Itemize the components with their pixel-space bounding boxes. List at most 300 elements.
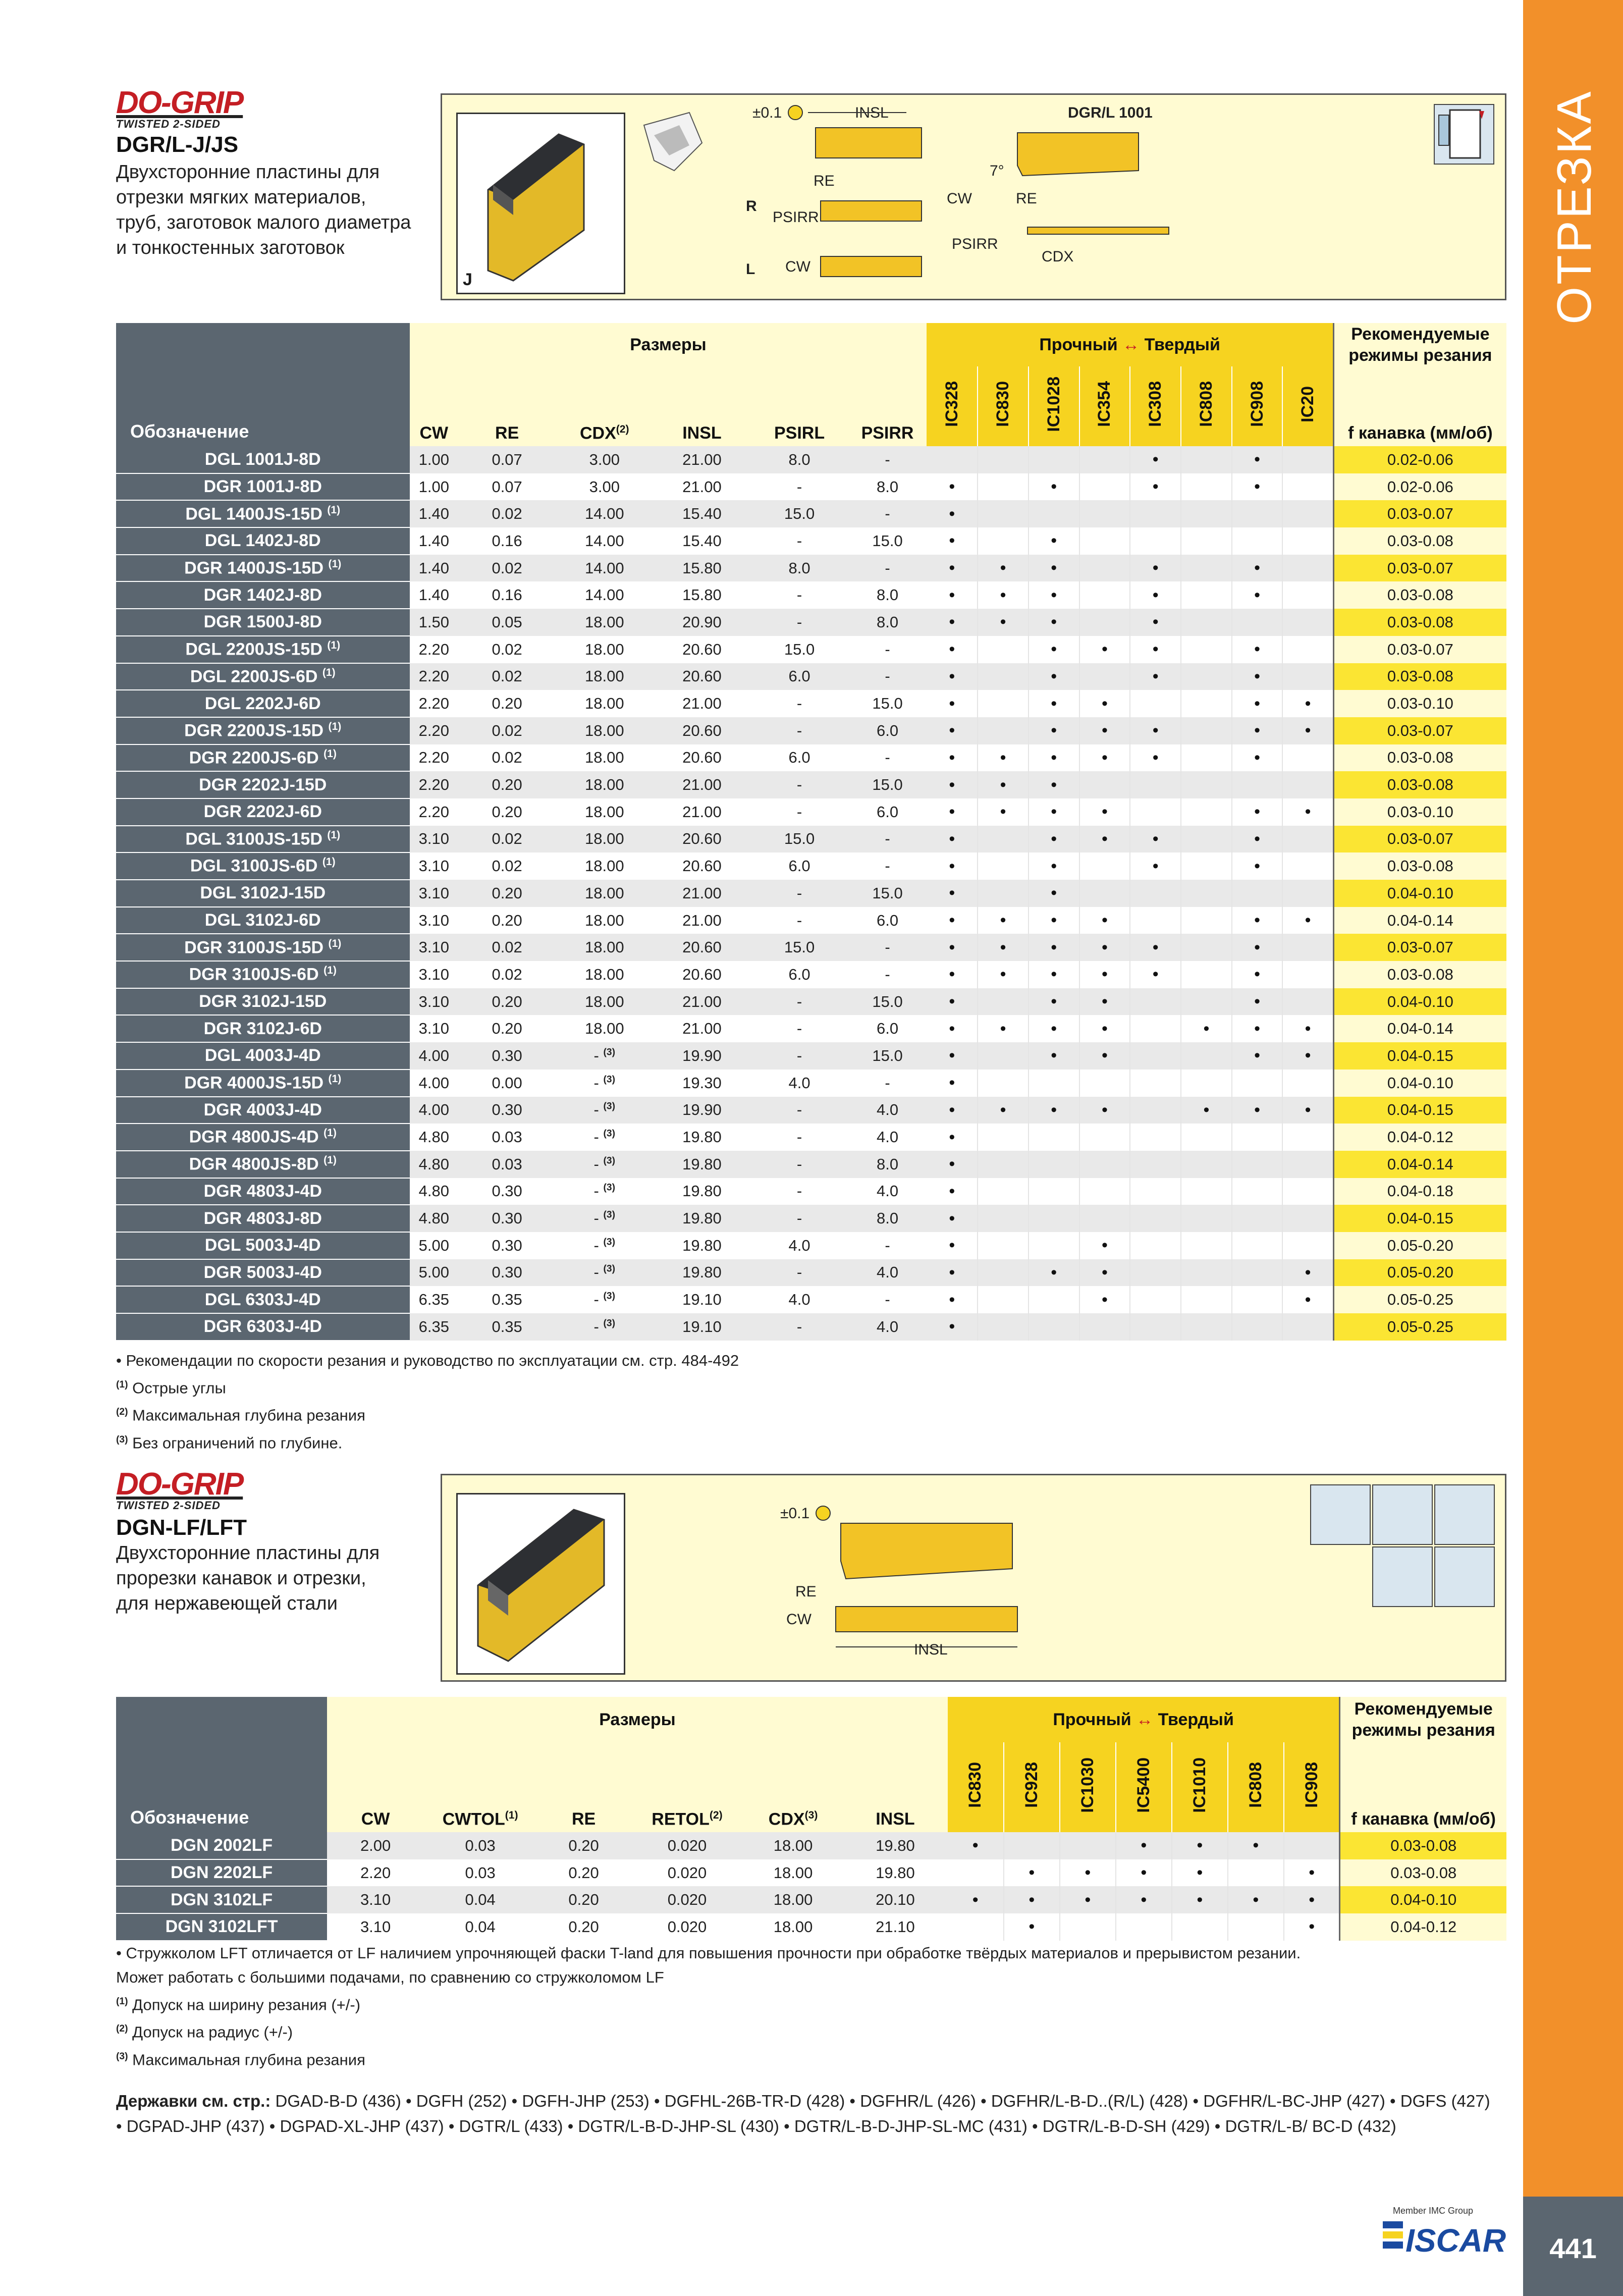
cell-re: 0.20 [458,907,556,934]
grade-mark [1181,1232,1232,1259]
grade-mark [1282,771,1333,798]
grade-mark [927,446,978,473]
t2-col-cdx: CDX$^{(3)}$ [743,1742,843,1832]
cell-psirl: - [750,988,848,1016]
cell-feed: 0.03-0.07 [1333,555,1506,582]
brand-logo-2: DO-GRIP TWISTED 2-SIDED [116,1467,243,1512]
cell-re: 0.00 [458,1070,556,1097]
product1-code: DGR/L-J/JS [116,132,239,157]
table-row [116,907,1506,934]
grade-mark [1181,1042,1232,1070]
cell-cdx: 14.00 [556,555,653,582]
cell-psirr: - [848,852,927,880]
cell-insl: 15.80 [653,555,750,582]
grade-mark: • [978,555,1029,582]
grade-mark: • [1232,988,1283,1016]
cell-feed: 0.04-0.15 [1333,1097,1506,1124]
cell-feed: 0.03-0.08 [1333,581,1506,609]
grade-mark [1181,446,1232,473]
cell-re: 0.02 [458,744,556,772]
row-designation: DGR 3102J-6D [116,1015,410,1042]
grade-mark [978,1286,1029,1313]
grade-mark [1181,473,1232,501]
grade-mark: • [978,744,1029,772]
grade-mark: • [1079,1232,1130,1259]
cell-insl: 21.00 [653,798,750,826]
cell-psirr: - [848,744,927,772]
t1-grade-col: IC308 [1130,366,1181,446]
grade-mark [1004,1832,1060,1859]
cell-feed: 0.03-0.08 [1340,1859,1506,1887]
grade-mark [1079,581,1130,609]
grade-mark [1181,1286,1232,1313]
cell-psirr: 6.0 [848,717,927,744]
grade-mark [1029,1151,1079,1178]
cell-cdx: 3.00 [556,446,653,473]
table-row [116,1015,1506,1042]
grade-mark [1029,1070,1079,1097]
grade-mark [1181,1205,1232,1232]
row-designation: DGN 3102LFT [116,1913,327,1941]
grade-mark: • [1130,473,1181,501]
grade-mark [1232,1286,1283,1313]
cell-feed: 0.03-0.08 [1333,852,1506,880]
t1-rec-sub: f канавка (мм/об) [1333,366,1506,446]
cell-psirr: 15.0 [848,1042,927,1070]
grade-mark [1181,744,1232,772]
table-row [116,1886,1506,1913]
cell-psirr: 15.0 [848,771,927,798]
grade-mark [1079,500,1130,527]
grade-mark [1181,1259,1232,1287]
cell-re: 0.05 [458,609,556,636]
cell-feed: 0.04-0.10 [1333,1070,1506,1097]
cell-feed: 0.03-0.07 [1333,826,1506,853]
cell-insl: 20.60 [653,826,750,853]
grade-mark [1079,1070,1130,1097]
t2-grade-col: IC928 [1004,1742,1060,1832]
grade-mark: • [1232,636,1283,663]
cell-cdx: 3.00 [556,473,653,501]
cell-psirr: - [848,1070,927,1097]
cell-re: 0.35 [458,1313,556,1341]
grade-mark: • [1232,581,1283,609]
note-line: $^{(1)}$ Допуск на ширину резания (+/-) [116,1996,361,2014]
cell-cw: 6.35 [410,1286,459,1313]
cell-insl: 15.40 [653,500,750,527]
application-icon [1372,1546,1433,1607]
grade-mark [1232,1151,1283,1178]
cell-re: 0.03 [458,1151,556,1178]
grade-mark: • [1232,1015,1283,1042]
grade-mark [1079,609,1130,636]
cell-cdx: 18.00 [743,1859,843,1887]
t2-grade-col: IC1010 [1172,1742,1228,1832]
grade-mark [1029,500,1079,527]
grade-mark: • [1282,1286,1333,1313]
cell-psirl: - [750,1097,848,1124]
grade-mark [1060,1832,1116,1859]
cell-re: 0.20 [536,1832,631,1859]
table-row [116,609,1506,636]
cell-insl: 19.90 [653,1097,750,1124]
cell-re: 0.20 [536,1859,631,1887]
grade-mark [1282,1178,1333,1205]
cell-re: 0.07 [458,446,556,473]
grade-mark: • [927,717,978,744]
grade-mark [1282,500,1333,527]
grade-mark: • [1232,1042,1283,1070]
cell-feed: 0.04-0.12 [1340,1913,1506,1941]
t1-grade-header: Прочный ↔ Твердый [927,323,1333,366]
grade-mark [1079,527,1130,555]
grade-mark: • [1282,1097,1333,1124]
grade-mark: • [1079,717,1130,744]
cell-cw: 4.00 [410,1070,459,1097]
cell-cw: 3.10 [410,826,459,853]
grade-mark: • [1029,880,1079,907]
cell-insl: 21.10 [843,1913,948,1941]
grade-mark: • [927,934,978,961]
grade-mark: • [1029,527,1079,555]
cell-cdx: - $^{(3)}$ [556,1097,653,1124]
cell-cw: 3.10 [410,934,459,961]
application-icon [1434,1546,1495,1607]
grade-mark [1079,852,1130,880]
grade-mark [1228,1859,1284,1887]
cell-cdx: 18.00 [556,717,653,744]
row-designation: DGL 1400JS-15D $^{(1)}$ [116,500,410,527]
cell-cdx: 14.00 [556,527,653,555]
cell-cw: 3.10 [410,961,459,988]
grade-mark: • [1130,555,1181,582]
table-row [116,744,1506,772]
grade-mark [1181,826,1232,853]
grade-mark: • [1130,581,1181,609]
grade-mark: • [1284,1913,1340,1941]
cell-re: 0.30 [458,1232,556,1259]
cell-cwtol: 0.04 [424,1886,536,1913]
table-row [116,880,1506,907]
svg-text:INSL: INSL [855,104,889,121]
row-designation: DGR 2200JS-6D $^{(1)}$ [116,744,410,772]
cell-feed: 0.04-0.15 [1333,1042,1506,1070]
grade-mark [978,663,1029,690]
grade-mark: • [1130,934,1181,961]
cell-feed: 0.03-0.08 [1333,961,1506,988]
cell-retol: 0.020 [631,1886,743,1913]
grade-mark [1282,1232,1333,1259]
cell-cw: 2.20 [410,636,459,663]
grade-mark [978,1205,1029,1232]
svg-text:ISCAR: ISCAR [1405,2222,1506,2259]
table-row [116,690,1506,717]
grade-mark [1232,771,1283,798]
row-designation: DGR 3100JS-15D $^{(1)}$ [116,934,410,961]
grade-mark: • [1130,446,1181,473]
grade-mark: • [1060,1886,1116,1913]
row-designation: DGL 3102J-6D [116,907,410,934]
grade-mark [1130,1151,1181,1178]
cell-cw: 6.35 [410,1313,459,1341]
row-designation: DGR 2202J-6D [116,798,410,826]
cell-insl: 19.80 [843,1832,948,1859]
product2-drawing-box [441,1474,1506,1682]
cell-cw: 4.00 [410,1042,459,1070]
grade-mark: • [927,1070,978,1097]
grade-mark: • [1079,826,1130,853]
t1-grade-col: IC808 [1181,366,1232,446]
grade-mark [1029,1178,1079,1205]
cell-cdx: - $^{(3)}$ [556,1124,653,1151]
grade-mark: • [927,1259,978,1287]
cell-re: 0.02 [458,934,556,961]
row-designation: DGR 4800JS-8D $^{(1)}$ [116,1151,410,1178]
cell-cdx: 18.00 [556,690,653,717]
cell-feed: 0.04-0.14 [1333,1015,1506,1042]
iscar-logo: Member IMC Group ISCAR [1383,2206,1519,2269]
grade-mark: • [1282,1042,1333,1070]
grade-mark: • [1282,798,1333,826]
t2-grade-col: IC808 [1228,1742,1284,1832]
grade-mark [1282,880,1333,907]
row-designation: DGR 4003J-4D [116,1097,410,1124]
cell-psirl: 4.0 [750,1070,848,1097]
cell-insl: 20.60 [653,852,750,880]
grade-mark [1029,1124,1079,1151]
row-designation: DGR 1402J-8D [116,581,410,609]
cell-feed: 0.05-0.20 [1333,1232,1506,1259]
grade-mark [948,1913,1004,1941]
cell-re: 0.16 [458,527,556,555]
grade-mark [1232,527,1283,555]
grade-mark [978,1151,1029,1178]
row-designation: DGN 3102LF [116,1886,327,1913]
grade-mark [1130,1178,1181,1205]
grade-mark [1130,880,1181,907]
grade-mark [1181,663,1232,690]
cell-feed: 0.04-0.12 [1333,1124,1506,1151]
grade-mark [1232,1178,1283,1205]
row-designation: DGR 4000JS-15D $^{(1)}$ [116,1070,410,1097]
side-band [1523,0,1623,2201]
cell-psirr: - [848,826,927,853]
grade-mark [1130,798,1181,826]
cell-psirl: 4.0 [750,1286,848,1313]
grade-mark [1282,581,1333,609]
row-designation: DGR 1400JS-15D $^{(1)}$ [116,555,410,582]
grade-mark: • [927,1124,978,1151]
grade-mark [1079,771,1130,798]
grade-mark: • [1116,1859,1172,1887]
note-line: $^{(2)}$ Допуск на радиус (+/-) [116,2023,293,2041]
grade-mark: • [1079,744,1130,772]
cell-insl: 21.00 [653,446,750,473]
grade-mark [1130,907,1181,934]
cell-psirr: 15.0 [848,880,927,907]
cell-cdx: 18.00 [556,636,653,663]
cell-insl: 20.60 [653,961,750,988]
grade-mark [1181,1178,1232,1205]
grade-mark: • [1228,1886,1284,1913]
grade-mark: • [1116,1886,1172,1913]
grade-mark: • [1029,988,1079,1016]
cell-insl: 21.00 [653,988,750,1016]
page-number: 441 [1549,2232,1597,2264]
cell-re: 0.20 [458,880,556,907]
grade-mark [1130,690,1181,717]
cell-re: 0.20 [458,798,556,826]
cell-psirl: 8.0 [750,555,848,582]
cell-feed: 0.03-0.10 [1333,690,1506,717]
section-tab: ОТРЕЗКА [1547,89,1601,325]
cell-psirr: - [848,663,927,690]
table-row [116,988,1506,1016]
cell-feed: 0.03-0.08 [1333,609,1506,636]
grade-mark: • [1130,663,1181,690]
cell-feed: 0.04-0.10 [1340,1886,1506,1913]
t2-name-header: Обозначение [116,1697,327,1832]
cell-insl: 19.80 [653,1124,750,1151]
cell-psirr: 4.0 [848,1259,927,1287]
cell-psirl: - [750,798,848,826]
grade-mark: • [1029,1015,1079,1042]
product2-tech-drawing [775,1480,1128,1672]
grade-mark: • [927,1151,978,1178]
grade-mark [1079,663,1130,690]
cell-psirr: 15.0 [848,690,927,717]
table-row [116,1205,1506,1232]
row-designation: DGL 2202J-6D [116,690,410,717]
table-row [116,1178,1506,1205]
cell-cw: 5.00 [410,1232,459,1259]
t1-grade-col: IC1028 [1029,366,1079,446]
grade-mark: • [927,555,978,582]
grade-mark: • [1232,798,1283,826]
grade-mark [1232,1070,1283,1097]
t1-grade-col: IC908 [1232,366,1283,446]
grade-mark [1282,609,1333,636]
cell-psirl: - [750,1313,848,1341]
cell-feed: 0.03-0.07 [1333,636,1506,663]
grade-mark: • [1029,555,1079,582]
grade-mark [1060,1913,1116,1941]
table-row [116,663,1506,690]
t1-col-cdx: CDX$^{(2)}$ [556,366,653,446]
grade-mark [1079,1313,1130,1341]
cell-psirl: 15.0 [750,636,848,663]
grade-mark [1232,609,1283,636]
application-icon [1372,1484,1433,1545]
grade-mark [1282,934,1333,961]
cell-cw: 2.20 [410,717,459,744]
cell-re: 0.02 [458,852,556,880]
t2-grade-col: IC1030 [1060,1742,1116,1832]
row-designation: DGR 1001J-8D [116,473,410,501]
grade-mark [1181,1313,1232,1341]
cell-cdx: 18.00 [556,663,653,690]
cell-cw: 1.40 [410,581,459,609]
cell-insl: 19.80 [653,1178,750,1205]
notes2 [116,1941,1509,2072]
grade-mark: • [927,880,978,907]
cell-cw: 1.50 [410,609,459,636]
holders-references: Державки см. стр.: DGAD-B-D (436) • DGFH (252) • DGFH-JHP (253) • DGFHL-26B-TR-D (428) • DGFHR/L (426) • DGFHR/L-B-D..(R/L) (428) • DGFHR/L-BC-JHP (427) • DGFS (427) • DGPAD-JHP (437) • DGPAD-XL-JHP (437) • DGTR/L (433) • DGTR/L-B-D-JHP-SL (430) • DGTR/L-B-D-JHP-SL-MC (431) • DGTR/L-B-D-SH (429) • DGTR/L-B/ BC-D (432) [116,2092,1490,2135]
grade-mark: • [1079,1286,1130,1313]
cell-feed: 0.02-0.06 [1333,473,1506,501]
cell-psirl: - [750,880,848,907]
svg-text:7°: 7° [990,163,1004,179]
grade-mark [1282,826,1333,853]
cell-psirl: - [750,1042,848,1070]
grade-mark [1079,1178,1130,1205]
grade-mark: • [978,798,1029,826]
product2-photo [456,1493,625,1675]
row-designation: DGL 3100JS-6D $^{(1)}$ [116,852,410,880]
cell-insl: 19.90 [653,1042,750,1070]
cell-insl: 21.00 [653,880,750,907]
cell-re: 0.02 [458,636,556,663]
cell-re: 0.30 [458,1259,556,1287]
cell-feed: 0.04-0.14 [1333,1151,1506,1178]
cell-feed: 0.03-0.08 [1333,744,1506,772]
cell-psirl: - [750,690,848,717]
grade-mark [1172,1913,1228,1941]
cell-cdx: 18.00 [556,798,653,826]
cell-cw: 2.20 [410,798,459,826]
grade-mark: • [1079,1015,1130,1042]
application-icon [1434,104,1494,165]
cell-retol: 0.020 [631,1859,743,1887]
grade-mark: • [1079,961,1130,988]
grade-mark [1232,500,1283,527]
cell-cdx: 18.00 [556,852,653,880]
application-icon [1310,1484,1371,1545]
table-row [116,1286,1506,1313]
grade-mark [978,1070,1029,1097]
grade-mark: • [1232,690,1283,717]
cell-cdx: 18.00 [556,609,653,636]
table-row [116,527,1506,555]
grade-mark: • [948,1886,1004,1913]
grade-mark [1181,1124,1232,1151]
cell-re: 0.35 [458,1286,556,1313]
row-designation: DGR 2200JS-15D $^{(1)}$ [116,717,410,744]
cell-feed: 0.05-0.20 [1333,1259,1506,1287]
photo-label: J [463,270,472,289]
cell-psirl: - [750,1205,848,1232]
svg-text:DGR/L 1001: DGR/L 1001 [1068,104,1153,121]
grade-mark [1116,1913,1172,1941]
cell-cdx: 18.00 [556,744,653,772]
grade-mark: • [927,500,978,527]
grade-mark: • [927,798,978,826]
grade-mark: • [1029,717,1079,744]
cell-feed: 0.05-0.25 [1333,1313,1506,1341]
t2-grade-col: IC830 [948,1742,1004,1832]
grade-mark: • [978,1015,1029,1042]
grade-mark [1282,1124,1333,1151]
cell-cw: 1.40 [410,555,459,582]
grade-mark [1079,1151,1130,1178]
cell-psirl: 15.0 [750,826,848,853]
grade-mark: • [978,609,1029,636]
t1-col-re: RE [458,366,556,446]
application-icon [1434,1484,1495,1545]
grade-mark [1079,555,1130,582]
grade-mark [1181,636,1232,663]
cell-psirr: 6.0 [848,798,927,826]
